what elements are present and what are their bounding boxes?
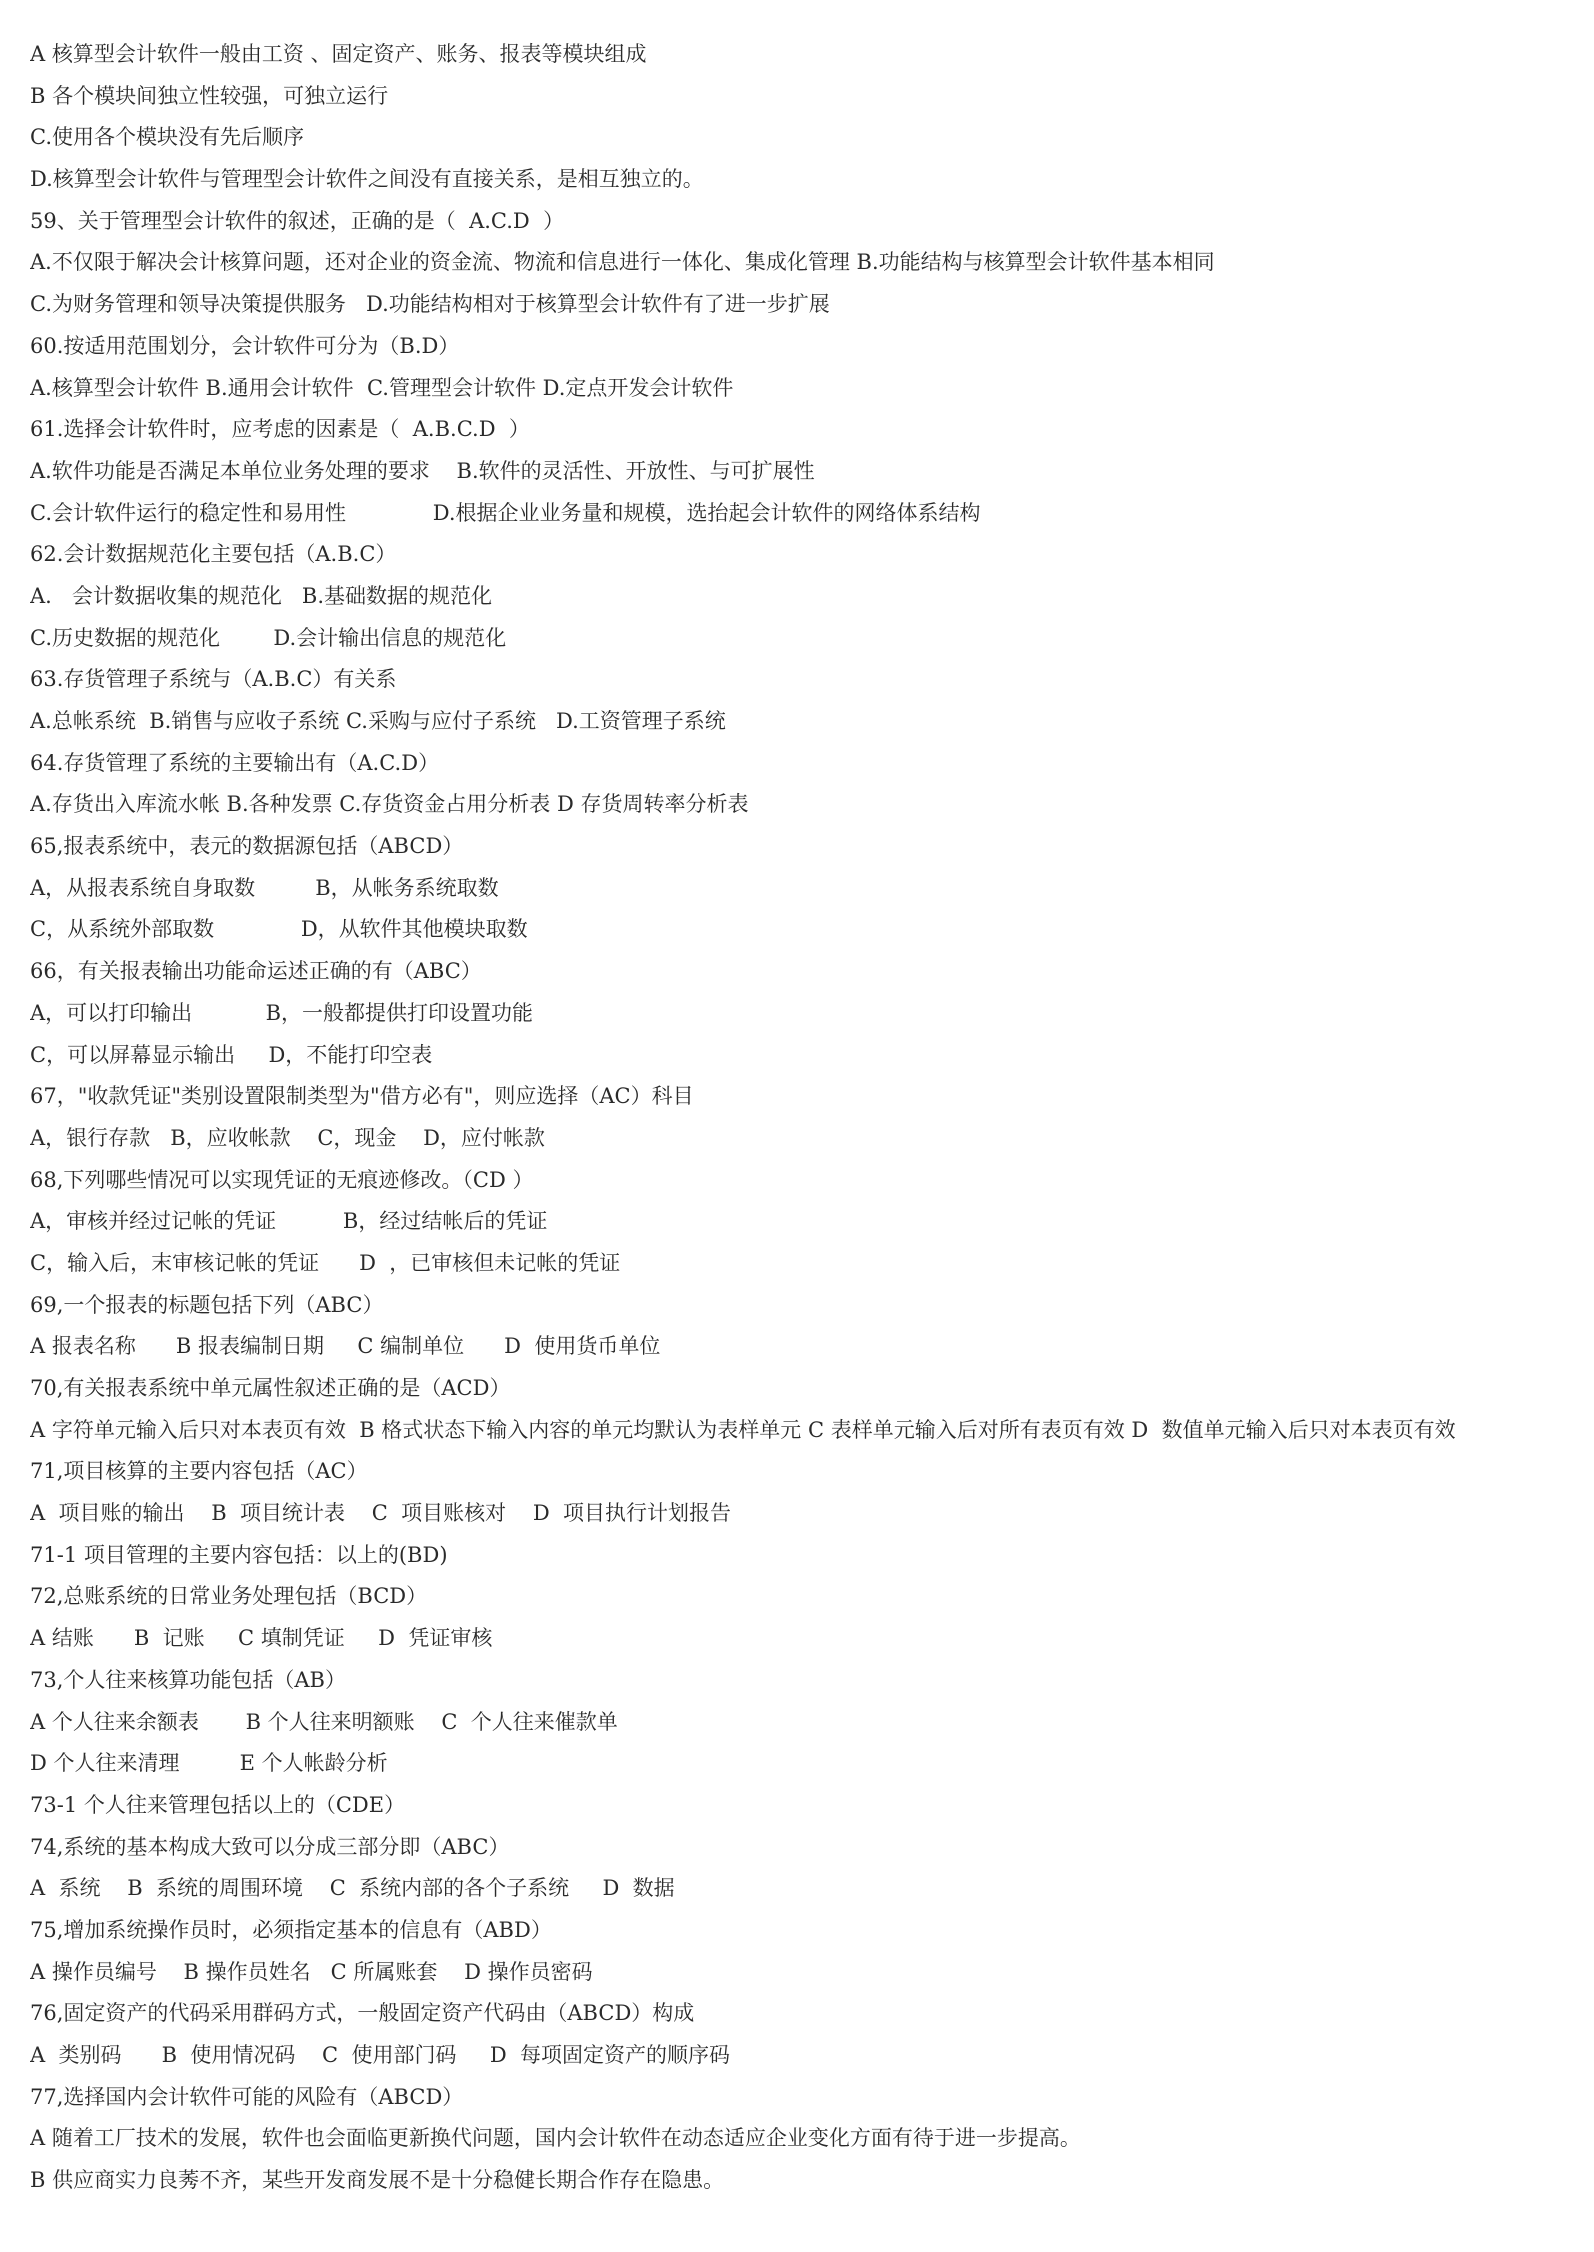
text-line: A.总帐系统 B.销售与应收子系统 C.采购与应付子系统 D.工资管理子系统: [30, 709, 726, 733]
text-line: 71-1 项目管理的主要内容包括：以上的(BD): [30, 1542, 448, 1567]
text-line: A. 会计数据收集的规范化 B.基础数据的规范化: [30, 583, 492, 608]
text-line: C.使用各个模块没有先后顺序: [30, 125, 304, 150]
text-line: 62.会计数据规范化主要包括（A.B.C）: [30, 542, 397, 567]
text-line: A.不仅限于解决会计核算问题，还对企业的资金流、物流和信息进行一体化、集成化管理 B.功能结构与核算型会计软件基本相同: [30, 250, 1215, 275]
text-line: 66，有关报表输出功能命运述正确的有（ABC）: [30, 959, 482, 984]
text-line: A 操作员编号 B 操作员姓名 C 所属账套 D 操作员密码: [30, 1959, 593, 1984]
text-line: C.为财务管理和领导决策提供服务 D.功能结构相对于核算型会计软件有了进一步扩展: [30, 292, 830, 317]
text-line: 70,有关报表系统中单元属性叙述正确的是（ACD）: [30, 1376, 511, 1400]
text-line: A.存货出入库流水帐 B.各种发票 C.存货资金占用分析表 D 存货周转率分析表: [30, 792, 749, 817]
text-line: C，可以屏幕显示输出 D，不能打印空表: [30, 1042, 433, 1067]
text-line: 77,选择国内会计软件可能的风险有（ABCD）: [30, 2084, 464, 2109]
text-line: A 项目账的输出 B 项目统计表 C 项目账核对 D 项目执行计划报告: [30, 1501, 732, 1526]
text-line: B 供应商实力良莠不齐，某些开发商发展不是十分稳健长期合作存在隐患。: [30, 2168, 725, 2193]
text-line: A，审核并经过记帐的凭证 B，经过结帐后的凭证: [30, 1209, 548, 1234]
text-line: A，从报表系统自身取数 B，从帐务系统取数: [30, 875, 499, 900]
text-line: A 类别码 B 使用情况码 C 使用部门码 D 每项固定资产的顺序码: [30, 2043, 731, 2067]
text-line: C.历史数据的规范化 D.会计输出信息的规范化: [30, 625, 507, 650]
text-line: A.核算型会计软件 B.通用会计软件 C.管理型会计软件 D.定点开发会计软件: [30, 375, 734, 400]
text-line: 74,系统的基本构成大致可以分成三部分即（ABC）: [30, 1834, 510, 1859]
text-line: A.软件功能是否满足本单位业务处理的要求 B.软件的灵活性、开放性、与可扩展性: [30, 458, 815, 483]
text-line: 73,个人往来核算功能包括（AB）: [30, 1667, 346, 1692]
text-line: 69,一个报表的标题包括下列（ABC）: [30, 1292, 384, 1317]
text-line: 63.存货管理子系统与（A.B.C）有关系: [30, 667, 397, 692]
text-line: A 个人往来余额表 B 个人往来明额账 C 个人往来催款单: [30, 1709, 618, 1734]
text-line: B 各个模块间独立性较强，可独立运行: [30, 83, 389, 108]
text-line: D 个人往来清理 E 个人帐龄分析: [30, 1751, 388, 1776]
text-line: 75,增加系统操作员时，必须指定基本的信息有（ABD）: [30, 1917, 552, 1942]
text-line: 72,总账系统的日常业务处理包括（BCD）: [30, 1584, 428, 1609]
text-line: C.会计软件运行的稳定性和易用性 D.根据企业业务量和规模，选抬起会计软件的网络体系结构: [30, 500, 981, 525]
text-line: C，输入后，末审核记帐的凭证 D ，已审核但未记帐的凭证: [30, 1250, 621, 1275]
text-line: D.核算型会计软件与管理型会计软件之间没有直接关系，是相互独立的。: [30, 167, 704, 192]
text-line: A 系统 B 系统的周围环境 C 系统内部的各个子系统 D 数据: [30, 1876, 675, 1901]
text-line: C，从系统外部取数 D，从软件其他模块取数: [30, 917, 528, 942]
text-line: A 字符单元输入后只对本表页有效 B 格式状态下输入内容的单元均默认为表样单元 C 表样单元输入后对所有表页有效 D 数值单元输入后只对本表页有效: [30, 1417, 1456, 1442]
text-line: A 报表名称 B 报表编制日期 C 编制单位 D 使用货币单位: [30, 1334, 661, 1359]
text-line: 76,固定资产的代码采用群码方式，一般固定资产代码由（ABCD）构成: [30, 2001, 695, 2026]
text-line: 65,报表系统中，表元的数据源包括（ABCD）: [30, 834, 464, 859]
text-line: 59、关于管理型会计软件的叙述，正确的是（ A.C.D ）: [30, 208, 565, 233]
text-line: 61.选择会计软件时，应考虑的因素是（ A.B.C.D ）: [30, 417, 530, 442]
text-line: A，银行存款 B，应收帐款 C，现金 D，应付帐款: [30, 1125, 545, 1150]
text-line: A，可以打印输出 B，一般都提供打印设置功能: [30, 1000, 534, 1025]
text-line: 68,下列哪些情况可以实现凭证的无痕迹修改。（CD ）: [30, 1167, 534, 1192]
text-line: A 随着工厂技术的发展，软件也会面临更新换代问题，国内会计软件在动态适应企业变化方面有待于进一步提高。: [30, 2126, 1081, 2151]
text-line: 67，"收款凭证"类别设置限制类型为"借方必有"，则应选择（AC）科目: [30, 1084, 694, 1109]
text-line: 64.存货管理了系统的主要输出有（A.C.D）: [30, 750, 440, 775]
text-line: A 结账 B 记账 C 填制凭证 D 凭证审核: [30, 1626, 493, 1651]
text-line: A 核算型会计软件一般由工资 、固定资产、账务、报表等模块组成: [30, 42, 647, 66]
text-line: 60.按适用范围划分，会计软件可分为（B.D）: [30, 333, 460, 358]
text-line: 73-1 个人往来管理包括以上的（CDE）: [30, 1792, 406, 1817]
text-line: 71,项目核算的主要内容包括（AC）: [30, 1459, 368, 1484]
